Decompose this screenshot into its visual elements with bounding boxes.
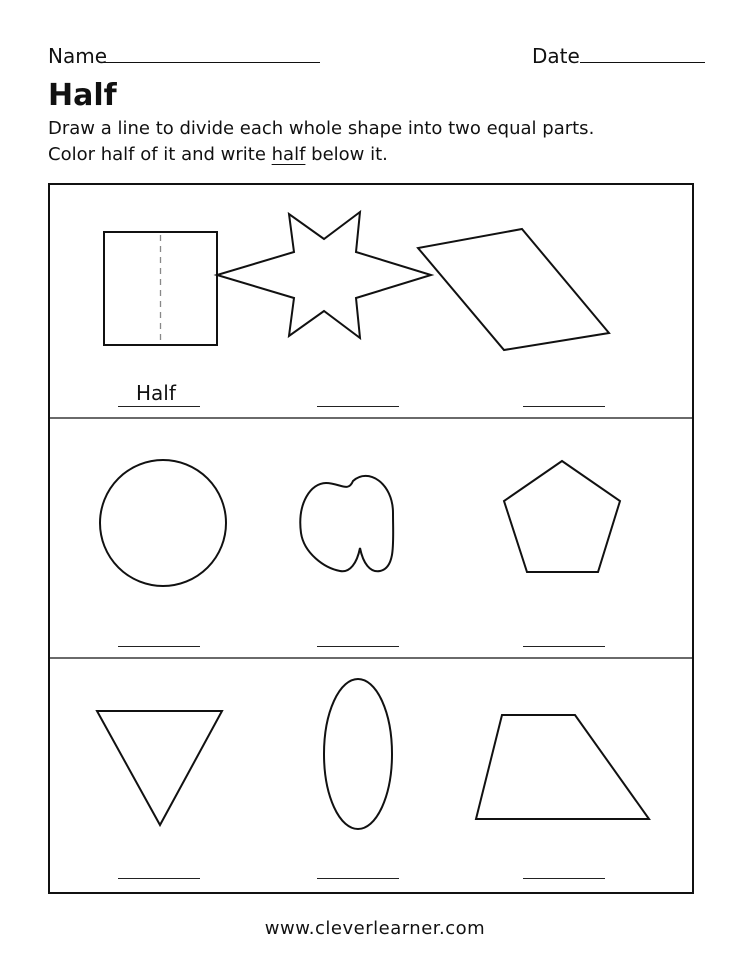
answer-line[interactable]	[317, 406, 399, 407]
footer-url[interactable]: www.cleverlearner.com	[264, 918, 486, 939]
triangle-icon[interactable]	[97, 711, 222, 825]
answer-line[interactable]	[317, 646, 399, 647]
circle-icon[interactable]	[100, 460, 226, 586]
pentagon-icon[interactable]	[504, 461, 620, 572]
answer-line[interactable]	[118, 878, 200, 879]
oval-icon[interactable]	[324, 679, 392, 829]
instruction-text-end: below it.	[305, 144, 388, 165]
date-label: Date	[532, 44, 580, 68]
answer-line[interactable]	[118, 406, 200, 407]
name-label: Name	[48, 44, 108, 68]
star-icon[interactable]	[217, 212, 431, 338]
page-title: Half	[48, 78, 117, 113]
worksheet-box	[48, 183, 694, 894]
answer-line[interactable]	[523, 406, 605, 407]
date-field[interactable]	[580, 62, 705, 63]
square-icon[interactable]	[104, 232, 217, 345]
trapezoid-icon[interactable]	[476, 715, 649, 819]
rhombus-icon[interactable]	[418, 229, 609, 350]
heart-icon[interactable]	[300, 476, 393, 571]
instruction-line-1: Draw a line to divide each whole shape into two equal parts.	[48, 118, 595, 139]
answer-line[interactable]	[523, 646, 605, 647]
name-field[interactable]	[103, 62, 320, 63]
instruction-text: Color half of it and write	[48, 144, 272, 165]
answer-line[interactable]	[317, 878, 399, 879]
answer-line[interactable]	[118, 646, 200, 647]
example-answer: Half	[136, 381, 176, 405]
instruction-line-2	[48, 142, 388, 168]
answer-line[interactable]	[523, 878, 605, 879]
instruction-keyword: half	[271, 144, 306, 165]
